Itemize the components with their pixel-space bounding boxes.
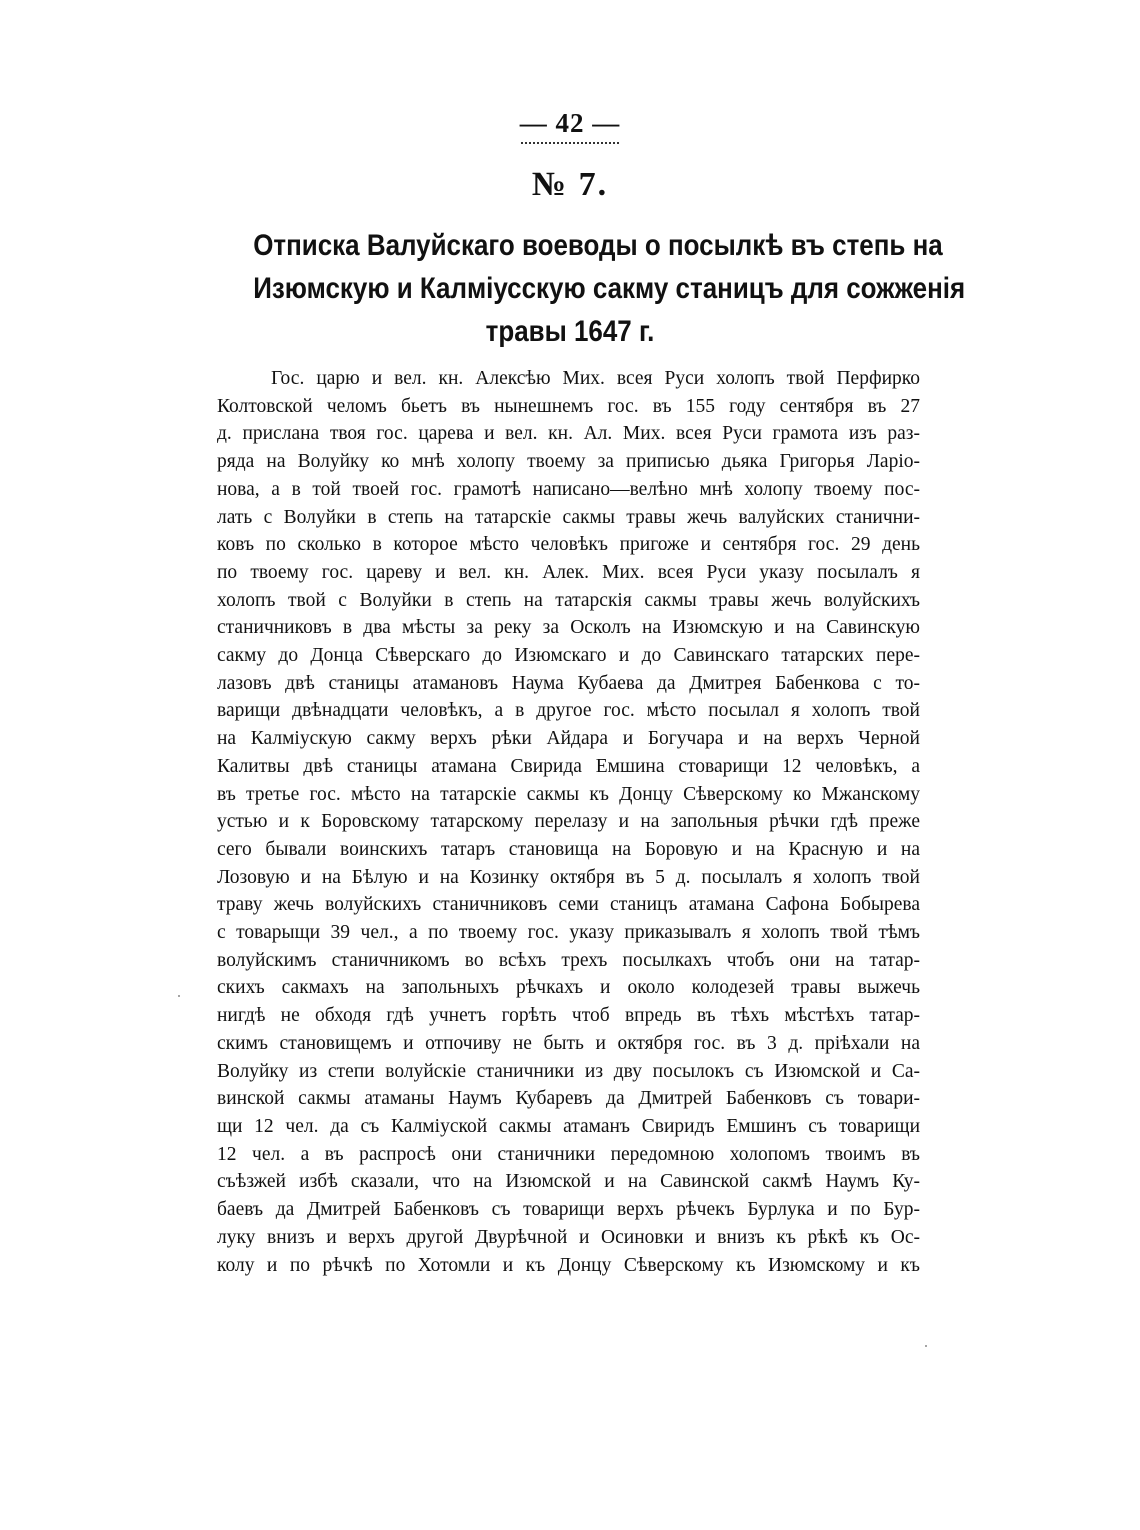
body-line: винской сакмы атаманы Наумъ Кубаревъ да Дмитрей Бабенковъ съ товари- xyxy=(217,1088,920,1110)
body-line: въ третье гос. мѣсто на татарскіе сакмы къ Донцу Сѣверскому ко Мжанскому xyxy=(217,783,920,805)
body-line: 12 чел. а въ распросѣ они станичники передомною холопомъ твоимъ въ xyxy=(217,1143,920,1165)
body-line: холопъ твой с Волуйки в степь на татарскія сакмы травы жечь волуйскихъ xyxy=(217,589,920,611)
page-number: — 42 — xyxy=(519,108,621,138)
document-number: № 7. xyxy=(531,166,609,203)
body-line: траву жечь волуйскихъ станичниковъ семи станицъ атамана Сафона Бобырева xyxy=(217,894,920,916)
body-line: луку внизъ и верхъ другой Двурѣчной и Осиновки и внизъ къ рѣкѣ къ Ос- xyxy=(217,1226,920,1248)
body-line: колу и по рѣчкѣ по Хотомли и къ Донцу Сѣверскому къ Изюмскому и къ xyxy=(217,1254,920,1276)
body-line: д. прислана твоя гос. царева и вел. кн. Ал. Мих. всея Руси грамота изъ раз- xyxy=(217,423,920,445)
body-line: Калитвы двѣ станицы атамана Свирида Емшина стоварищи 12 человѣкъ, а xyxy=(217,755,920,777)
body-line: лазовъ двѣ станицы атамановъ Наума Кубаева да Дмитрея Бабенкова с то- xyxy=(217,672,920,694)
body-line: с товарыщи 39 чел., а по твоему гос. указу приказывалъ я холопъ твой тѣмъ xyxy=(217,922,920,944)
scan-speck xyxy=(178,995,180,997)
body-line: Гос. царю и вел. кн. Алексѣю Мих. всея Руси холопъ твой Перфирко xyxy=(271,368,920,389)
body-line: съѣзжей избѣ сказали, что на Изюмской и на Савинской сакмѣ Наумъ Ку- xyxy=(217,1171,920,1193)
body-line: баевъ да Дмитрей Бабенковъ съ товарищи верхъ рѣчекъ Бурлука и по Бур- xyxy=(217,1199,920,1221)
body-line: Лозовую и на Бѣлую и на Козинку октября въ 5 д. посылалъ я холопъ твой xyxy=(217,866,920,888)
body-line: на Калміускую сакму верхъ рѣки Айдара и Богучара и на верхъ Черной xyxy=(217,728,920,750)
scan-speck xyxy=(925,1345,927,1347)
body-line: волуйскимъ станичникомъ во всѣхъ трехъ посылкахъ чтобъ они на татар- xyxy=(217,949,920,971)
body-line: Волуйку из степи волуйскіе станичники из дву посылокъ съ Изюмской и Са- xyxy=(217,1060,920,1082)
body-line: ряда на Волуйку ко мнѣ холопу твоему за приписью дьяка Григорья Ларіо- xyxy=(217,451,920,473)
body-line: станичниковъ в два мѣсты за реку за Осколъ на Изюмскую и на Савинскую xyxy=(217,617,920,639)
title-line: Отписка Валуйскаго воеводы о посылкѣ въ степь на xyxy=(253,229,943,262)
body-line: нова, а в той твоей гос. грамотѣ написано—велѣно мнѣ холопу твоему пос- xyxy=(217,478,920,500)
body-line: нигдѣ не обходя гдѣ учнетъ горѣть чтоб впредь въ тѣхъ мѣстѣхъ татар- xyxy=(217,1005,920,1027)
body-line: скимъ становищемъ и отпочиву не быть и октября гос. въ 3 д. пріѣхали на xyxy=(217,1032,920,1054)
body-text xyxy=(217,365,920,1279)
title-line: Изюмскую и Калміусскую сакму станицъ для сожженія xyxy=(253,272,966,305)
body-line: скихъ сакмахъ на запольныхъ рѣчкахъ и около колодезей травы выжечь xyxy=(217,977,920,999)
body-line: ковъ по сколько в которое мѣсто человѣкъ пригоже и сентября гос. 29 день xyxy=(217,534,920,556)
body-line: лать с Волуйки в степь на татарскіе сакмы травы жечь валуйских станични- xyxy=(217,506,920,528)
body-line: по твоему гос. цареву и вел. кн. Алек. Мих. всея Руси указу посылалъ я xyxy=(217,561,920,583)
title-line: травы 1647 г. xyxy=(485,315,655,348)
page-number-underline xyxy=(521,142,619,148)
document-title xyxy=(253,224,966,353)
body-line: варищи двѣнадцати человѣкъ, а в другое гос. мѣсто посылал я холопъ твой xyxy=(217,700,920,722)
body-line: устью и к Боровскому татарскому перелазу и на запольныя рѣчки гдѣ преже xyxy=(217,811,920,833)
body-line: сего бывали воинскихъ татаръ становища на Боровую и на Красную и на xyxy=(217,838,920,860)
body-line: Колтовской челомъ бьетъ въ нынешнемъ гос. въ 155 году сентября въ 27 xyxy=(217,395,920,417)
body-line: щи 12 чел. да съ Калміуской сакмы атаманъ Свиридъ Емшинъ съ товарищи xyxy=(217,1115,920,1137)
body-line: сакму до Донца Сѣверскаго до Изюмскаго и до Савинскаго татарских пере- xyxy=(217,645,920,667)
